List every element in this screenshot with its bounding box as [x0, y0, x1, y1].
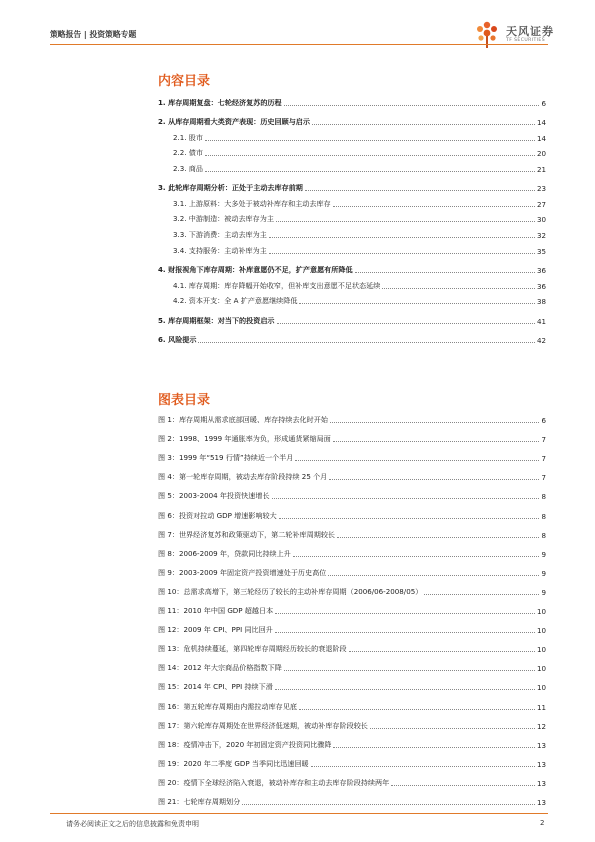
dot-leader	[329, 479, 539, 480]
figure-list-entry-text: 图 18：疫情冲击下，2020 年初固定资产投资同比骤降	[158, 739, 332, 749]
dot-leader	[355, 272, 535, 273]
figure-list-entry[interactable]	[158, 406, 546, 425]
figure-list-entry-text: 图 13：危机持续蔓延，第四轮库存周期经历较长的衰退阶段	[158, 644, 347, 654]
figure-list-entry-text: 图 17：第六轮库存周期处在世界经济低迷期，被动补库存阶段较长	[158, 720, 368, 730]
toc-subsection-entry-text: 2.2. 债市	[173, 148, 203, 158]
figure-list-entry[interactable]	[158, 769, 546, 788]
figure-list-entry[interactable]	[158, 654, 546, 673]
figure-list-entry-text: 图 5：2003-2004 年投资快速增长	[158, 491, 270, 501]
tf-logo-icon	[470, 19, 504, 51]
figure-list-entry[interactable]	[158, 559, 546, 578]
toc-subsection-entry-page: 20	[536, 149, 546, 159]
figure-list-entry-text: 图 4：第一轮库存周期，被动去库存阶段持续 25 个月	[158, 472, 328, 482]
toc-subsection-entry[interactable]	[158, 291, 546, 307]
dot-leader	[391, 785, 535, 786]
figure-list-entry[interactable]	[158, 540, 546, 559]
figure-list-entry-page: 9	[541, 549, 546, 559]
figure-list-entry[interactable]	[158, 673, 546, 692]
toc-subsection-entry-page: 32	[536, 231, 546, 241]
toc-subsection-entry[interactable]	[158, 193, 546, 209]
figure-list-entry-text: 图 16：第五轮库存周期由内需拉动库存见底	[158, 701, 297, 711]
header-divider	[50, 44, 548, 45]
toc-section-entry-page: 36	[536, 266, 546, 276]
figure-list-entry-text: 图 19：2020 年二季度 GDP 当季同比迅速回暖	[158, 758, 309, 768]
figure-list-entry-text: 图 3：1999 年“519 行情”持续近一个半月	[158, 453, 294, 463]
footer-divider	[50, 813, 548, 814]
figure-list-entry-page: 13	[536, 759, 546, 769]
figure-list-entry-page: 8	[541, 511, 546, 521]
toc-title: 内容目录	[158, 74, 211, 89]
toc-section-entry-text: 1. 库存周期复盘：七轮经济复苏的历程	[158, 97, 282, 107]
dot-leader	[312, 124, 535, 125]
figure-list-entry[interactable]	[158, 692, 546, 711]
figure-list-entry-page: 13	[536, 778, 546, 788]
toc-section-entry[interactable]	[158, 88, 546, 108]
toc-subsection-entry-text: 2.1. 股市	[173, 132, 203, 142]
toc-subsection-entry-text: 3.3. 下游消费：主动去库为主	[173, 230, 267, 240]
figures-list	[158, 406, 546, 807]
dot-leader	[293, 556, 540, 557]
figure-list-entry-text: 图 2：1998、1999 年通胀率为负，形成通货紧缩局面	[158, 434, 331, 444]
dot-leader	[382, 288, 535, 289]
dot-leader	[337, 537, 539, 538]
figure-list-entry[interactable]	[158, 578, 546, 597]
dot-leader	[272, 498, 540, 499]
dot-leader	[424, 594, 539, 595]
dot-leader	[333, 747, 535, 748]
figure-list-entry-page: 10	[536, 683, 546, 693]
dot-leader	[275, 613, 535, 614]
toc-subsection-entry-text: 3.2. 中游制造：被动去库存为主	[173, 214, 274, 224]
toc-subsection-entry-text: 4.1. 库存周期：库存降幅开始收窄，但补库支出意愿不足状态延续	[173, 280, 381, 290]
figure-list-entry-page: 10	[536, 626, 546, 636]
toc-subsection-entry-page: 14	[536, 133, 546, 143]
dot-leader	[277, 323, 535, 324]
toc-subsection-entry-page: 36	[536, 281, 546, 291]
dot-leader	[311, 766, 535, 767]
toc-subsection-entry-page: 27	[536, 199, 546, 209]
toc-list	[158, 88, 546, 345]
figure-list-entry-page: 8	[541, 530, 546, 540]
figure-list-entry-page: 8	[541, 492, 546, 502]
dot-leader	[269, 237, 535, 238]
dot-leader	[198, 342, 534, 343]
dot-leader	[284, 670, 535, 671]
toc-section-entry-page: 41	[536, 316, 546, 326]
toc-section-entry[interactable]	[158, 108, 546, 128]
toc-section-entry-text: 5. 库存周期框架：对当下的投资启示	[158, 315, 275, 325]
figure-list-entry[interactable]	[158, 635, 546, 654]
toc-section-entry-text: 2. 从库存周期看大类资产表现：历史回顾与启示	[158, 117, 310, 126]
toc-section-entry-page: 6	[541, 98, 546, 108]
figure-list-entry-page: 10	[536, 645, 546, 655]
dot-leader	[295, 460, 539, 461]
dot-leader	[276, 221, 535, 222]
page-number: 2	[540, 819, 545, 827]
figure-list-entry-page: 9	[541, 587, 546, 597]
dot-leader	[275, 632, 535, 633]
figure-list-entry-text: 图 14：2012 年大宗商品价格指数下降	[158, 663, 282, 673]
toc-subsection-entry[interactable]	[158, 127, 546, 143]
figure-list-entry-text: 图 9：2003-2009 年固定资产投资增速处于历史高位	[158, 567, 327, 577]
toc-section-entry-text: 3. 此轮库存周期分析：正处于主动去库存前期	[158, 183, 303, 193]
toc-section-entry-page: 14	[536, 118, 546, 127]
dot-leader	[205, 140, 535, 141]
figure-list-entry-page: 13	[536, 797, 546, 807]
figure-list-entry[interactable]	[158, 750, 546, 769]
toc-section-entry[interactable]	[158, 174, 546, 194]
dot-leader	[370, 728, 535, 729]
figure-list-entry-page: 9	[541, 568, 546, 578]
figure-list-entry[interactable]	[158, 425, 546, 444]
dot-leader	[299, 303, 535, 304]
figure-list-entry[interactable]	[158, 616, 546, 635]
figure-list-entry-text: 图 21：七轮库存周期划分	[158, 796, 241, 806]
toc-section-entry-page: 42	[536, 336, 546, 346]
dot-leader	[305, 190, 535, 191]
dot-leader	[269, 253, 535, 254]
dot-leader	[330, 422, 540, 423]
figure-list-entry-page: 6	[541, 416, 546, 426]
toc-section-entry[interactable]	[158, 256, 546, 276]
toc-subsection-entry-text: 3.1. 上游原料：大多处于被动补库存和主动去库存	[173, 198, 331, 208]
figure-list-entry-page: 11	[536, 702, 546, 712]
dot-leader	[328, 575, 539, 576]
footer-disclaimer: 请务必阅读正文之后的信息披露和免责申明	[66, 820, 199, 828]
company-logo	[470, 19, 560, 51]
toc-subsection-entry[interactable]	[158, 240, 546, 256]
figure-list-entry[interactable]	[158, 463, 546, 482]
figure-list-entry-text: 图 1：库存周期从需求底部回暖、库存持续去化时开始	[158, 415, 328, 425]
toc-subsection-entry[interactable]	[158, 209, 546, 225]
toc-subsection-entry-page: 38	[536, 297, 546, 307]
toc-subsection-entry-text: 3.4. 支持服务：主动补库为主	[173, 245, 267, 255]
toc-subsection-entry-text: 2.3. 商品	[173, 163, 203, 173]
figure-list-entry-text: 图 12：2009 年 CPI、PPI 同比回升	[158, 625, 273, 635]
figure-list-entry-text: 图 8：2006-2009 年，贷款同比持续上升	[158, 548, 291, 558]
logo-chinese-name: 天风证券	[506, 25, 554, 38]
figure-list-entry[interactable]	[158, 521, 546, 540]
dot-leader	[284, 105, 540, 106]
figure-list-entry-page: 10	[536, 607, 546, 617]
toc-section-entry-page: 23	[536, 184, 546, 194]
figure-list-entry-page: 12	[536, 721, 546, 731]
toc-section-entry-text: 6. 风险提示	[158, 335, 197, 345]
dot-leader	[333, 206, 535, 207]
figure-list-entry[interactable]	[158, 712, 546, 731]
figure-list-entry-page: 10	[536, 664, 546, 674]
dot-leader	[333, 441, 540, 442]
figure-list-entry-page: 7	[541, 473, 546, 483]
figure-list-entry[interactable]	[158, 731, 546, 750]
figure-list-entry-page: 13	[536, 740, 546, 750]
logo-english-name: TF SECURITIES	[506, 38, 546, 43]
toc-subsection-entry-text: 4.2. 资本开支：全 A 扩产意愿继续降低	[173, 296, 298, 306]
toc-subsection-entry-page: 35	[536, 246, 546, 256]
toc-subsection-entry[interactable]	[158, 224, 546, 240]
dot-leader	[275, 689, 535, 690]
figures-title: 图表目录	[158, 393, 211, 408]
figure-list-entry[interactable]	[158, 597, 546, 616]
toc-section-entry-text: 4. 财报视角下库存周期：补库意愿仍不足，扩产意愿有所降低	[158, 265, 353, 275]
figure-list-entry-page: 7	[541, 435, 546, 445]
figure-list-entry[interactable]	[158, 482, 546, 501]
figure-list-entry[interactable]	[158, 444, 546, 463]
figure-list-entry-text: 图 15：2014 年 CPI、PPI 持续下滑	[158, 682, 273, 692]
toc-subsection-entry[interactable]	[158, 143, 546, 159]
toc-subsection-entry[interactable]	[158, 275, 546, 291]
toc-section-entry[interactable]	[158, 306, 546, 326]
dot-leader	[279, 518, 540, 519]
dot-leader	[205, 155, 535, 156]
figure-list-entry-page: 7	[541, 454, 546, 464]
figure-list-entry[interactable]	[158, 501, 546, 520]
figure-list-entry-text: 图 6：投资对拉动 GDP 增速影响较大	[158, 510, 277, 520]
dot-leader	[205, 171, 535, 172]
dot-leader	[242, 804, 535, 805]
toc-subsection-entry-page: 30	[536, 215, 546, 225]
toc-subsection-entry-page: 21	[536, 164, 546, 174]
figure-list-entry[interactable]	[158, 788, 546, 807]
figure-list-entry-text: 图 7：世界经济复苏和政策驱动下，第二轮补库周期较长	[158, 529, 336, 539]
dot-leader	[299, 709, 535, 710]
figure-list-entry-text: 图 10：总需求高增下，第三轮经历了较长的主动补库存周期（2006/06-2008/05）	[158, 586, 423, 596]
toc-section-entry[interactable]	[158, 326, 546, 346]
figure-list-entry-text: 图 11：2010 年中国 GDP 超越日本	[158, 606, 274, 616]
report-category: 策略报告 | 投资策略专题	[50, 30, 137, 39]
toc-subsection-entry[interactable]	[158, 158, 546, 174]
dot-leader	[349, 651, 535, 652]
figure-list-entry-text: 图 20：疫情下全球经济陷入衰退，被动补库存和主动去库存阶段持续两年	[158, 777, 390, 787]
